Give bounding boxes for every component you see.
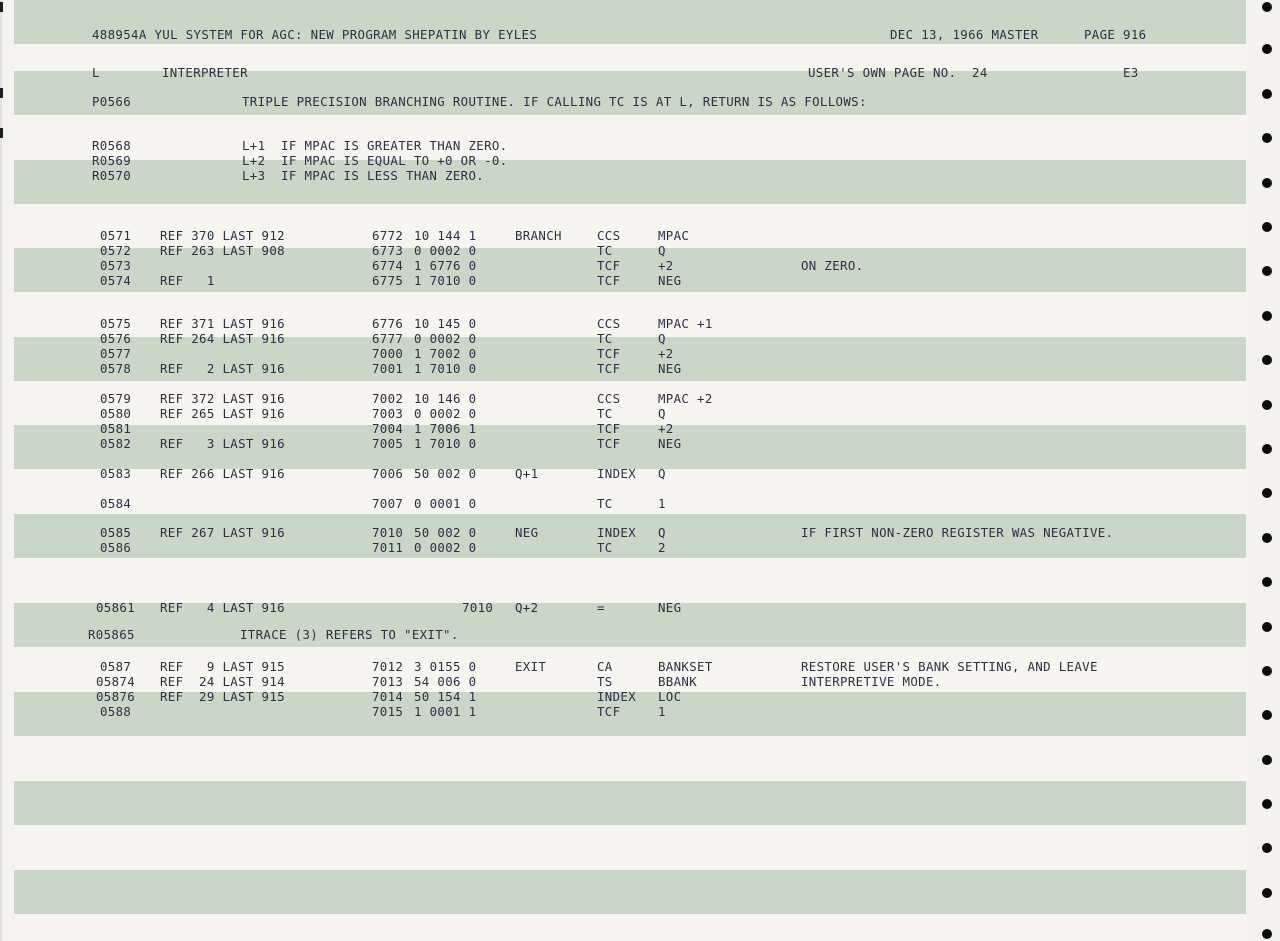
octal-word-column: 54 006 0 [414, 674, 477, 689]
card-number: 0588 [100, 704, 132, 719]
date-master: DEC 13, 1966 MASTER [890, 27, 1039, 42]
opcode-column: CCS [597, 228, 621, 243]
address-column: LOC [658, 689, 682, 704]
opcode-column: TCF [597, 361, 621, 376]
card-number: 0572 [100, 243, 132, 258]
address-column: Q [658, 525, 666, 540]
feed-hole [1262, 888, 1272, 898]
address-column: 1 [658, 496, 666, 511]
card-number: R05865 [88, 627, 135, 642]
opcode-column: = [597, 600, 605, 615]
octal-word-column: 3 0155 0 [414, 659, 477, 674]
octal-word-column: 0 0002 0 [414, 243, 477, 258]
card-number: 0582 [100, 436, 132, 451]
octal-word-column: 0 0002 0 [414, 331, 477, 346]
green-bar [14, 160, 1246, 204]
opcode-column: INDEX [597, 466, 637, 481]
reference-column: REF 3 LAST 916 [160, 436, 285, 451]
location-column: 7006 [372, 466, 404, 481]
reference-column: REF 371 LAST 916 [160, 316, 285, 331]
opcode-column: CCS [597, 316, 621, 331]
location-column: 6776 [372, 316, 404, 331]
feed-hole [1262, 577, 1272, 587]
opcode-column: TCF [597, 421, 621, 436]
location-column: 7014 [372, 689, 404, 704]
opcode-column: INDEX [597, 525, 637, 540]
opcode-column: CCS [597, 391, 621, 406]
octal-word-column: 10 145 0 [414, 316, 477, 331]
location-column: 7002 [372, 391, 404, 406]
address-column: Q [658, 466, 666, 481]
opcode-column: TCF [597, 704, 621, 719]
address-column: Q [658, 331, 666, 346]
label-column: Q+1 [515, 466, 539, 481]
octal-word-column: 1 6776 0 [414, 258, 477, 273]
opcode-column: TCF [597, 436, 621, 451]
location-column: 7007 [372, 496, 404, 511]
address-column: NEG [658, 436, 682, 451]
comment-column: IF FIRST NON-ZERO REGISTER WAS NEGATIVE. [801, 525, 1114, 540]
opcode-column: TC [597, 243, 613, 258]
card-number: 0579 [100, 391, 132, 406]
card-number: 0574 [100, 273, 132, 288]
location-column: 7004 [372, 421, 404, 436]
reference-column: REF 1 [160, 273, 215, 288]
octal-word-column: 7010 [462, 600, 494, 615]
feed-hole [1262, 488, 1272, 498]
reference-column: REF 267 LAST 916 [160, 525, 285, 540]
location-column: 7005 [372, 436, 404, 451]
edge-mark [0, 2, 3, 12]
reference-column: REF 266 LAST 916 [160, 466, 285, 481]
itrace-note: ITRACE (3) REFERS TO "EXIT". [240, 627, 459, 642]
card-number: R0568 [92, 138, 132, 153]
return-condition: L+3 IF MPAC IS LESS THAN ZERO. [242, 168, 485, 183]
address-column: MPAC [658, 228, 690, 243]
left-margin [0, 0, 2, 941]
reference-column: REF 372 LAST 916 [160, 391, 285, 406]
feed-hole [1262, 355, 1272, 365]
card-number: 05861 [96, 600, 136, 615]
octal-word-column: 1 0001 1 [414, 704, 477, 719]
octal-word-column: 0 0002 0 [414, 540, 477, 555]
address-column: Q [658, 406, 666, 421]
location-column: 7015 [372, 704, 404, 719]
card-number: 0581 [100, 421, 132, 436]
green-bar [14, 870, 1246, 914]
address-column: MPAC +1 [658, 316, 713, 331]
card-number: 0584 [100, 496, 132, 511]
comment-column: INTERPRETIVE MODE. [801, 674, 942, 689]
octal-word-column: 10 144 1 [414, 228, 477, 243]
feed-hole [1262, 2, 1272, 12]
feed-hole [1262, 266, 1272, 276]
opcode-column: TC [597, 331, 613, 346]
address-column: +2 [658, 346, 674, 361]
feed-hole [1262, 799, 1272, 809]
octal-word-column: 1 7010 0 [414, 436, 477, 451]
location-column: 7010 [372, 525, 404, 540]
card-number: 0577 [100, 346, 132, 361]
reference-column: REF 24 LAST 914 [160, 674, 285, 689]
address-column: NEG [658, 600, 682, 615]
page-number: PAGE 916 [1084, 27, 1147, 42]
location-column: 7011 [372, 540, 404, 555]
address-column: 1 [658, 704, 666, 719]
octal-word-column: 1 7002 0 [414, 346, 477, 361]
opcode-column: TC [597, 496, 613, 511]
location-column: 7000 [372, 346, 404, 361]
reference-column: REF 4 LAST 916 [160, 600, 285, 615]
location-column: 6777 [372, 331, 404, 346]
label-column: Q+2 [515, 600, 539, 615]
octal-word-column: 1 7010 0 [414, 273, 477, 288]
card-number: R0570 [92, 168, 132, 183]
return-condition: L+2 IF MPAC IS EQUAL TO +0 OR -0. [242, 153, 508, 168]
location-column: 6775 [372, 273, 404, 288]
octal-word-column: 0 0002 0 [414, 406, 477, 421]
opcode-column: TCF [597, 258, 621, 273]
address-column: 2 [658, 540, 666, 555]
left-code: L [92, 65, 100, 80]
reference-column: REF 2 LAST 916 [160, 361, 285, 376]
card-number: 0576 [100, 331, 132, 346]
location-column: 7003 [372, 406, 404, 421]
opcode-column: TS [597, 674, 613, 689]
opcode-column: TC [597, 540, 613, 555]
octal-word-column: 1 7006 1 [414, 421, 477, 436]
card-number: 0573 [100, 258, 132, 273]
octal-word-column: 50 154 1 [414, 689, 477, 704]
label-column: BRANCH [515, 228, 562, 243]
location-column: 6773 [372, 243, 404, 258]
reference-column: REF 9 LAST 915 [160, 659, 285, 674]
users-page-number: USER'S OWN PAGE NO. 24 [808, 65, 988, 80]
reference-column: REF 370 LAST 912 [160, 228, 285, 243]
feed-hole [1262, 311, 1272, 321]
card-number: R0569 [92, 153, 132, 168]
octal-word-column: 50 002 0 [414, 466, 477, 481]
opcode-column: TC [597, 406, 613, 421]
feed-hole [1262, 755, 1272, 765]
address-column: Q [658, 243, 666, 258]
edge-mark [0, 88, 3, 98]
card-number: 0585 [100, 525, 132, 540]
reference-column: REF 29 LAST 915 [160, 689, 285, 704]
address-column: NEG [658, 273, 682, 288]
reference-column: REF 263 LAST 908 [160, 243, 285, 258]
location-column: 6772 [372, 228, 404, 243]
feed-hole [1262, 44, 1272, 54]
feed-hole [1262, 222, 1272, 232]
reference-column: REF 264 LAST 916 [160, 331, 285, 346]
location-column: 7012 [372, 659, 404, 674]
label-column: EXIT [515, 659, 547, 674]
return-condition: L+1 IF MPAC IS GREATER THAN ZERO. [242, 138, 508, 153]
card-number: 05876 [96, 689, 136, 704]
card-number: 0583 [100, 466, 132, 481]
card-number: 0587 [100, 659, 132, 674]
feed-hole [1262, 444, 1272, 454]
address-column: +2 [658, 258, 674, 273]
opcode-column: TCF [597, 273, 621, 288]
feed-hole [1262, 710, 1272, 720]
feed-hole [1262, 666, 1272, 676]
green-bar [14, 781, 1246, 825]
comment-column: ON ZERO. [801, 258, 864, 273]
card-number: 05874 [96, 674, 136, 689]
reference-column: REF 265 LAST 916 [160, 406, 285, 421]
card-number: 0580 [100, 406, 132, 421]
opcode-column: TCF [597, 346, 621, 361]
octal-word-column: 10 146 0 [414, 391, 477, 406]
feed-hole [1262, 533, 1272, 543]
card-number: 0578 [100, 361, 132, 376]
location-column: 7013 [372, 674, 404, 689]
section-title: INTERPRETER [162, 65, 248, 80]
feed-hole [1262, 400, 1272, 410]
octal-word-column: 0 0001 0 [414, 496, 477, 511]
address-column: MPAC +2 [658, 391, 713, 406]
card-number: P0566 [92, 94, 132, 109]
octal-word-column: 50 002 0 [414, 525, 477, 540]
address-column: BBANK [658, 674, 698, 689]
comment-column: RESTORE USER'S BANK SETTING, AND LEAVE [801, 659, 1098, 674]
octal-word-column: 1 7010 0 [414, 361, 477, 376]
location-column: 6774 [372, 258, 404, 273]
location-column: 7001 [372, 361, 404, 376]
address-column: NEG [658, 361, 682, 376]
edge-mark [0, 128, 3, 138]
card-number: 0575 [100, 316, 132, 331]
card-number: 0586 [100, 540, 132, 555]
address-column: +2 [658, 421, 674, 436]
feed-hole [1262, 929, 1272, 939]
feed-hole [1262, 622, 1272, 632]
feed-hole [1262, 843, 1272, 853]
feed-hole [1262, 133, 1272, 143]
label-column: NEG [515, 525, 539, 540]
routine-description: TRIPLE PRECISION BRANCHING ROUTINE. IF CALLING TC IS AT L, RETURN IS AS FOLLOWS: [242, 94, 867, 109]
opcode-column: CA [597, 659, 613, 674]
opcode-column: INDEX [597, 689, 637, 704]
sheet-code: E3 [1123, 65, 1139, 80]
card-number: 0571 [100, 228, 132, 243]
feed-hole [1262, 178, 1272, 188]
feed-hole [1262, 89, 1272, 99]
address-column: BANKSET [658, 659, 713, 674]
job-title: 488954A YUL SYSTEM FOR AGC: NEW PROGRAM SHEPATIN BY EYLES [92, 27, 538, 42]
